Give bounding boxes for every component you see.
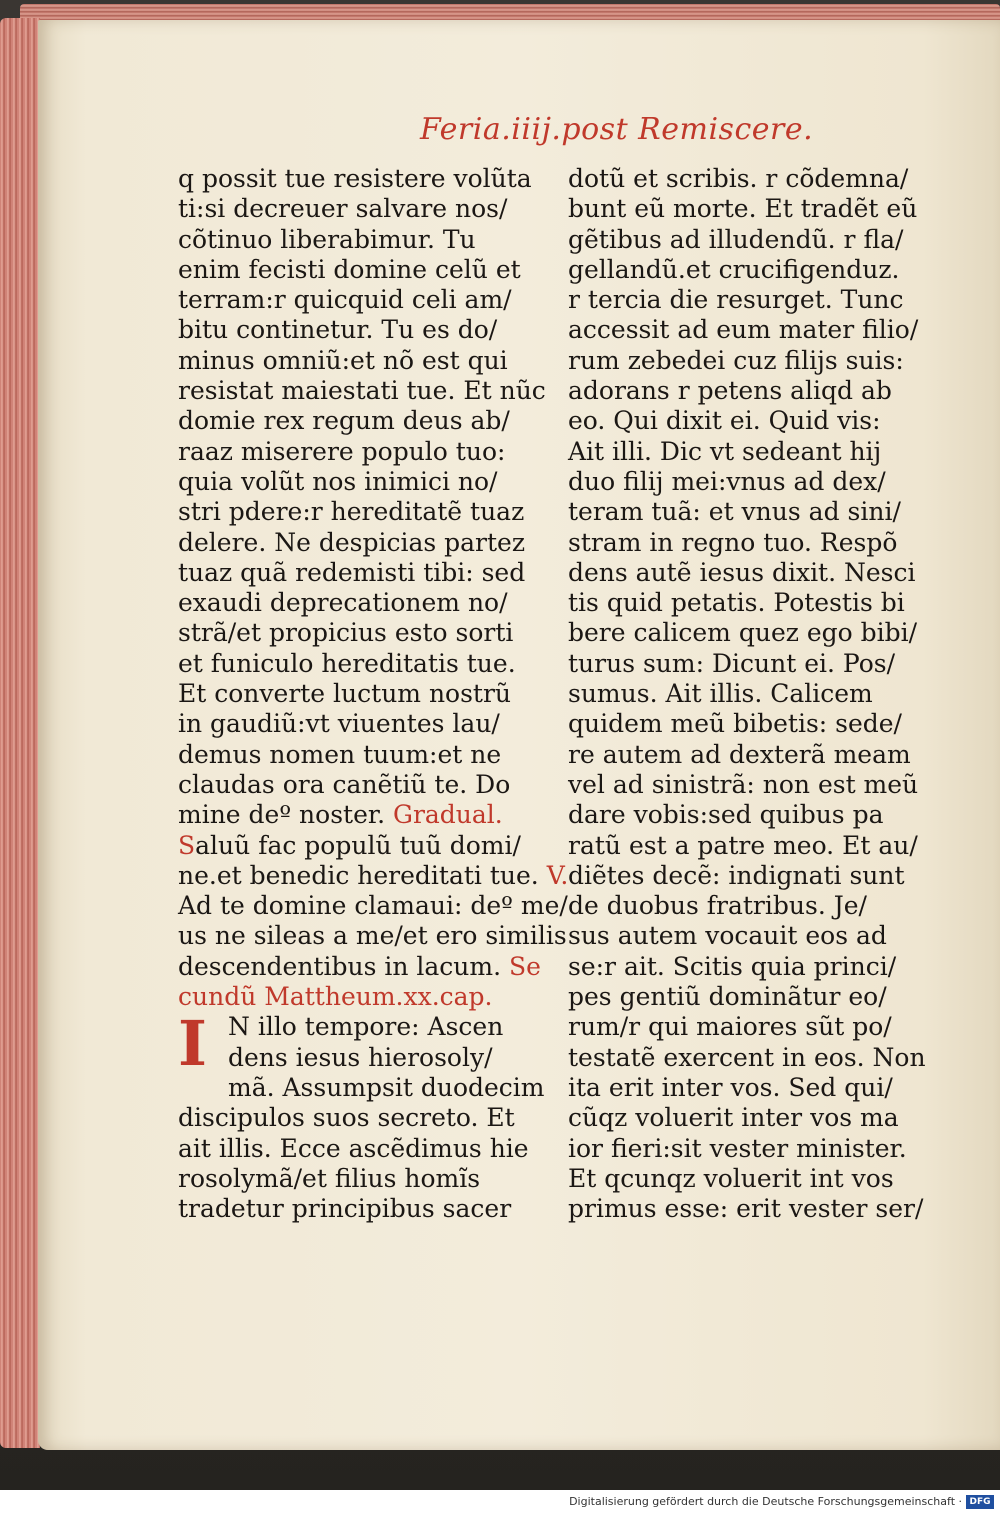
text-line: bere calicem quez ego bibi/ xyxy=(568,618,918,648)
text-line: discipulos suos secreto. Et xyxy=(178,1103,515,1133)
text-line: turus sum: Dicunt ei. Pos/ xyxy=(568,648,896,678)
text-line: se:r ait. Scitis quia princi/ xyxy=(568,951,897,981)
text-line: cũqz voluerit inter vos ma xyxy=(568,1103,899,1133)
drop-initial-block xyxy=(178,1007,523,1081)
rubric-text: cundũ Mattheum.xx.cap. xyxy=(178,982,493,1012)
text-line: tradetur principibus sacer xyxy=(178,1194,512,1224)
text-line: gẽtibus ad illudendũ. r fla/ xyxy=(568,224,904,254)
running-head: Feria.iiij.post Remiscere. xyxy=(420,112,814,147)
text-line: diẽtes decẽ: indignati sunt xyxy=(568,860,905,890)
text-line: dotũ et scribis. r cõdemna/ xyxy=(568,164,909,193)
text-line xyxy=(178,982,523,1012)
text-line: Saluũ fac populũ tuũ domi/ xyxy=(178,830,521,860)
text-line: gellandũ.et crucifigenduz. xyxy=(568,254,900,284)
text-line: Et converte luctum nostrũ xyxy=(178,679,512,709)
page-side-edge xyxy=(0,18,40,1448)
text-line: teram tuã: et vnus ad sini/ xyxy=(568,497,901,527)
text-line: ti:si decreuer salvare nos/ xyxy=(178,194,508,224)
text-line: ratũ est a patre meo. Et au/ xyxy=(568,830,918,860)
text-line: cõtinuo liberabimur. Tu xyxy=(178,224,476,254)
text-line: ior fieri:sit vester minister. xyxy=(568,1133,907,1163)
text-line: strã/et propicius esto sorti xyxy=(178,618,514,648)
text-line: q possit tue resistere volũta xyxy=(178,164,532,193)
text-line: exaudi deprecationem no/ xyxy=(178,588,508,618)
drop-initial: I xyxy=(178,1007,208,1081)
text-line: tis quid petatis. Potestis bi xyxy=(568,588,905,618)
text-line: us ne sileas a me/et ero similis xyxy=(178,921,567,951)
text-line: de duobus fratribus. Je/ xyxy=(568,891,867,921)
rubric-initial: S xyxy=(178,830,196,860)
footer-credit: Digitalisierung gefördert durch die Deutsche Forschungsgemeinschaft · xyxy=(569,1495,962,1508)
text-line: pes gentiũ dominãtur eo/ xyxy=(568,982,887,1012)
text-line: sumus. Ait illis. Calicem xyxy=(568,679,873,709)
text-line: enim fecisti domine celũ et xyxy=(178,254,521,284)
text-line: domie rex regum deus ab/ xyxy=(178,406,510,436)
text-line: ne.et benedic hereditati tue. V. xyxy=(178,860,569,890)
text-line: et funiculo hereditatis tue. xyxy=(178,648,516,678)
text-line: rum/r qui maiores sũt po/ xyxy=(568,1012,892,1042)
text-line: terram:r quicquid celi am/ xyxy=(178,285,512,315)
text-line: bitu continetur. Tu es do/ xyxy=(178,315,498,345)
text-line: accessit ad eum mater filio/ xyxy=(568,315,919,345)
text-line: dens iesus hierosoly/ xyxy=(228,1042,493,1072)
text-line: delere. Ne despicias partez xyxy=(178,527,526,557)
text-line: testatẽ exercent in eos. Non xyxy=(568,1042,926,1072)
text-line: N illo tempore: Ascen xyxy=(228,1012,504,1042)
text-line: rosolymã/et filius homĩs xyxy=(178,1163,481,1193)
text-line: mine deº noster. Gradual. xyxy=(178,800,503,830)
text-line: minus omniũ:et nõ est qui xyxy=(178,345,508,375)
left-column xyxy=(178,164,569,1224)
text-line: stri pdere:r hereditatẽ tuaz xyxy=(178,497,525,527)
rubric-text: V. xyxy=(546,860,569,890)
text-line: raaz miserere populo tuo: xyxy=(178,436,506,466)
text-line: Ad te domine clamaui: deº me/ xyxy=(178,891,568,921)
text-line: dens autẽ iesus dixit. Nesci xyxy=(568,557,916,587)
text-line: quia volũt nos inimici no/ xyxy=(178,466,498,496)
text-line: r tercia die resurget. Tunc xyxy=(568,285,904,315)
rubric-text: Gradual. xyxy=(392,800,503,830)
text-line: duo filij mei:vnus ad dex/ xyxy=(568,466,886,496)
text-line: vel ad sinistrã: non est meũ xyxy=(568,769,919,799)
text-line: sus autem vocauit eos ad xyxy=(568,921,887,951)
text-line: mã. Assumpsit duodecim xyxy=(228,1072,545,1102)
text-line: stram in regno tuo. Respõ xyxy=(568,527,898,557)
text-line: ait illis. Ecce ascẽdimus hie xyxy=(178,1133,529,1163)
dfg-logo: DFG xyxy=(966,1495,994,1509)
footer-bar xyxy=(0,1490,1000,1514)
right-column xyxy=(568,164,926,1224)
text-line: dare vobis:sed quibus pa xyxy=(568,800,884,830)
text-line: adorans r petens aliqd ab xyxy=(568,376,892,406)
text-line: re autem ad dexterã meam xyxy=(568,739,911,769)
text-line: bunt eũ morte. Et tradẽt eũ xyxy=(568,194,918,224)
text-line: primus esse: erit vester ser/ xyxy=(568,1194,924,1224)
text-line: rum zebedei cuz filijs suis: xyxy=(568,345,904,375)
text-line: quidem meũ bibetis: sede/ xyxy=(568,709,902,739)
text-line: Et qcunqz voluerit int vos xyxy=(568,1163,894,1193)
text-line: demus nomen tuum:et ne xyxy=(178,739,502,769)
text-line: ita erit inter vos. Sed qui/ xyxy=(568,1072,893,1102)
rubric-text: Se xyxy=(509,951,541,981)
text-line: claudas ora canẽtiũ te. Do xyxy=(178,769,511,799)
text-line: in gaudiũ:vt viuentes lau/ xyxy=(178,709,500,739)
text-line: descendentibus in lacum. Se xyxy=(178,951,541,981)
text-line: eo. Qui dixit ei. Quid vis: xyxy=(568,406,881,436)
text-line: tuaz quã redemisti tibi: sed xyxy=(178,557,526,587)
text-line: Ait illi. Dic vt sedeant hij xyxy=(568,436,882,466)
text-line: resistat maiestati tue. Et nũc xyxy=(178,376,546,406)
